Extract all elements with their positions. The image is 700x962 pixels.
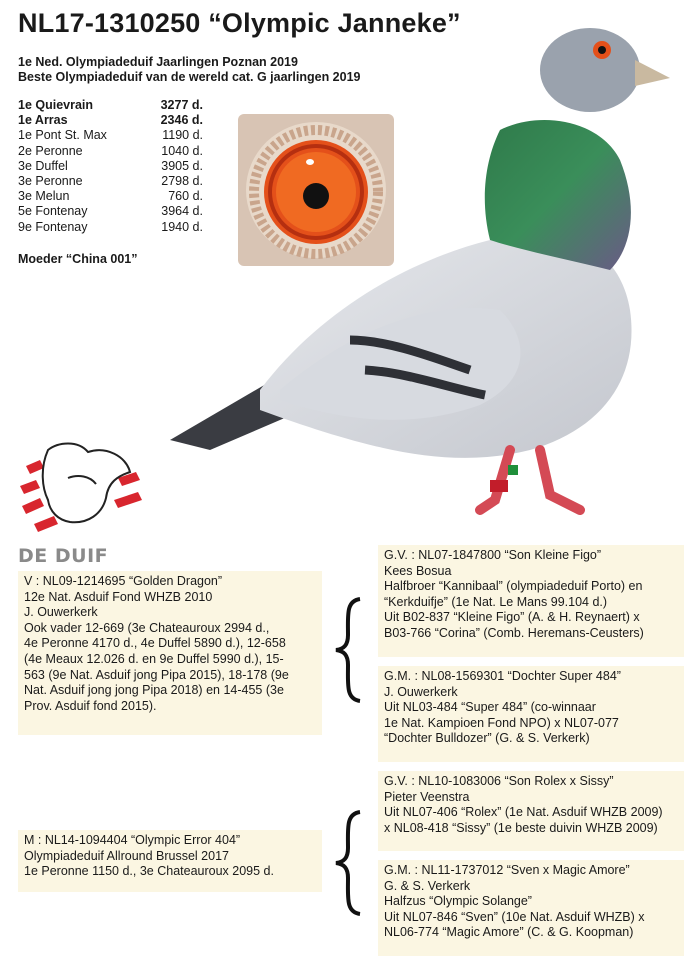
pedigree-line: G. & S. Verkerk <box>384 878 471 893</box>
de-duif-logo <box>18 438 144 567</box>
pedigree-paternal-grandmother <box>378 666 684 762</box>
pedigree-line: (4e Meaux 12.026 d. en 9e Duffel 5990 d.), 15- <box>24 651 284 666</box>
pedigree-line: Uit NL07-846 “Sven” (10e Nat. Asduif WHZB) x <box>384 909 645 924</box>
pedigree-line: 1e Nat. Kampioen Fond NPO) x NL07-077 <box>384 715 619 730</box>
result-distance: 1190 d. <box>162 128 203 143</box>
result-place: 1e Quievrain <box>18 98 94 112</box>
result-row <box>18 128 203 143</box>
pedigree-line: Nat. Asduif jong jong Pipa 2018) en 14-455 (3e <box>24 683 284 698</box>
pedigree-line: G.V. : NL10-1083006 “Son Rolex x Sissy” <box>384 774 614 788</box>
pedigree-line: G.M. : NL11-1737012 “Sven x Magic Amore” <box>384 863 630 877</box>
result-row <box>18 189 203 204</box>
result-row <box>18 220 203 235</box>
pedigree-line: 1e Peronne 1150 d., 3e Chateauroux 2095 d. <box>24 864 274 879</box>
pedigree-maternal-grandfather <box>378 771 684 851</box>
result-distance: 3905 d. <box>161 158 203 173</box>
mother-label: Moeder “China 001” <box>18 252 138 266</box>
achievement-line: 1e Ned. Olympiadeduif Jaarlingen Poznan 2019 <box>18 55 298 69</box>
pedigree-line: Halfzus “Olympic Solange” <box>384 894 532 909</box>
result-place: 5e Fontenay <box>18 204 88 219</box>
brace-icon <box>328 808 368 918</box>
result-place: 3e Duffel <box>18 158 68 173</box>
result-place: 3e Melun <box>18 189 70 204</box>
pedigree-mother <box>18 830 322 892</box>
result-place: 3e Peronne <box>18 173 83 188</box>
pedigree-line: G.V. : NL07-1847800 “Son Kleine Figo” <box>384 548 602 562</box>
pedigree-line: x NL08-418 “Sissy” (1e beste duivin WHZB 2009) <box>384 820 658 835</box>
pigeon-photo <box>150 10 700 530</box>
pedigree-line: G.M. : NL08-1569301 “Dochter Super 484” <box>384 669 621 683</box>
pedigree-line: “Dochter Bulldozer” (G. & S. Verkerk) <box>384 731 590 746</box>
achievement-line: Beste Olympiadeduif van de wereld cat. G jaarlingen 2019 <box>18 70 361 84</box>
pedigree-line: Pieter Veenstra <box>384 789 470 804</box>
pedigree-maternal-grandmother <box>378 860 684 956</box>
pedigree-line: J. Ouwerkerk <box>384 684 458 699</box>
result-place: 9e Fontenay <box>18 219 88 234</box>
results-list <box>18 98 203 235</box>
result-place: 1e Pont St. Max <box>18 128 107 143</box>
pedigree-paternal-grandfather <box>378 545 684 657</box>
pedigree-line: 563 (9e Nat. Asduif jong Pipa 2015), 18-178 (9e <box>24 667 289 682</box>
page-title: NL17-1310250 “Olympic Janneke” <box>18 8 461 38</box>
pedigree-line: NL06-774 “Magic Amore” (C. & G. Koopman) <box>384 925 634 940</box>
pedigree-line: Uit B02-837 “Kleine Figo” (A. & H. Reynaert) x <box>384 610 640 625</box>
result-place: 1e Arras <box>18 113 68 128</box>
result-row <box>18 174 203 189</box>
result-row <box>18 144 203 159</box>
result-distance: 1040 d. <box>161 143 203 158</box>
pedigree-line: 12e Nat. Asduif Fond WHZB 2010 <box>24 589 213 604</box>
pedigree-line: “Kerkduifje” (1e Nat. Le Mans 99.104 d.) <box>384 594 608 609</box>
pedigree-line: Uit NL07-406 “Rolex” (1e Nat. Asduif WHZB 2009) <box>384 805 663 820</box>
pedigree-line: 4e Peronne 4170 d., 4e Duffel 5890 d.), 12-658 <box>24 636 286 651</box>
pedigree-line: B03-766 “Corina” (Comb. Heremans-Ceusters) <box>384 625 644 640</box>
result-distance: 2798 d. <box>161 173 203 188</box>
result-distance: 3277 d. <box>160 98 203 112</box>
pedigree-line: Olympiadeduif Allround Brussel 2017 <box>24 848 229 863</box>
pedigree-line: V : NL09-1214695 “Golden Dragon” <box>24 574 223 588</box>
pedigree-father <box>18 571 322 735</box>
result-place: 2e Peronne <box>18 143 83 158</box>
result-row <box>18 113 203 128</box>
result-row <box>18 159 203 174</box>
brace-icon <box>328 595 368 705</box>
pedigree-line: J. Ouwerkerk <box>24 605 98 620</box>
result-distance: 2346 d. <box>160 113 203 128</box>
result-row <box>18 204 203 219</box>
pedigree-line: Ook vader 12-669 (3e Chateauroux 2994 d., <box>24 620 270 635</box>
result-row <box>18 98 203 113</box>
pedigree-line: Kees Bosua <box>384 563 452 578</box>
pedigree-line: M : NL14-1094404 “Olympic Error 404” <box>24 833 241 847</box>
dove-icon <box>18 438 144 538</box>
pedigree-line: Halfbroer “Kannibaal” (olympiadeduif Porto) en <box>384 579 643 594</box>
result-distance: 1940 d. <box>161 219 203 234</box>
pedigree-line: Uit NL03-484 “Super 484” (co-winnaar <box>384 700 596 715</box>
result-distance: 760 d. <box>168 189 203 204</box>
logo-text: DE DUIF <box>18 545 109 567</box>
pedigree-line: Prov. Asduif fond 2015). <box>24 698 157 713</box>
eye-photo <box>238 114 394 266</box>
result-distance: 3964 d. <box>161 204 203 219</box>
